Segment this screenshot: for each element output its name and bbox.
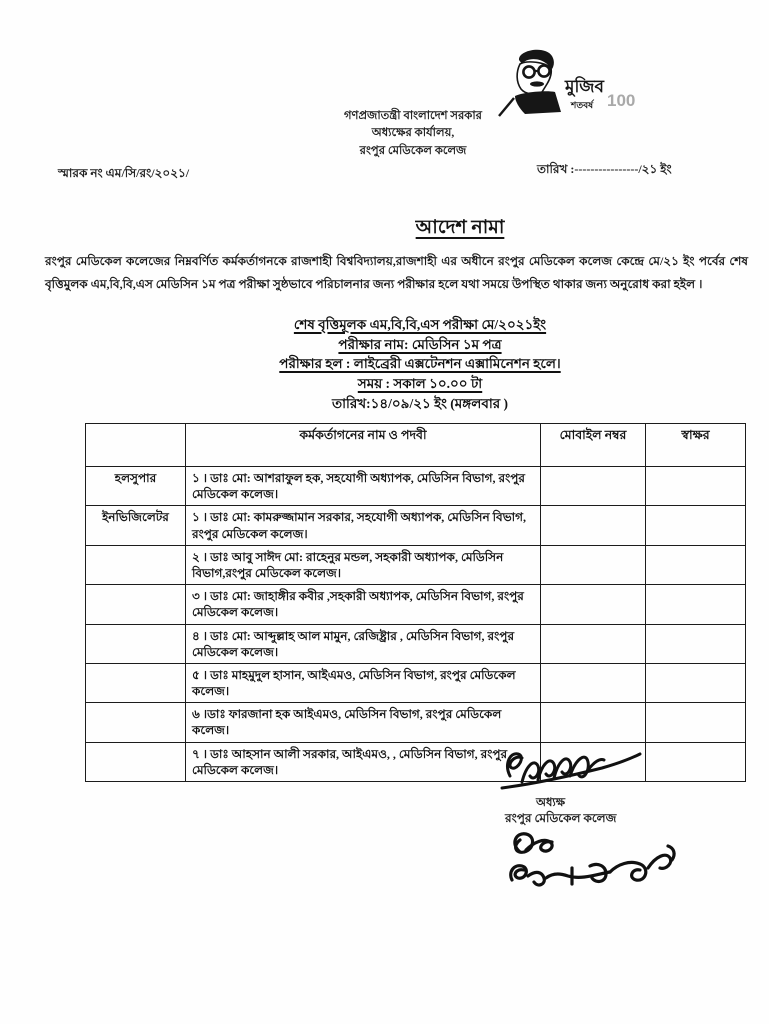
mobile-cell	[541, 703, 646, 742]
role-cell	[86, 624, 186, 663]
table-row	[86, 585, 746, 624]
date-line: তারিখ :----------------/২১ ইং	[537, 162, 672, 176]
table-row	[86, 663, 746, 702]
table-row	[86, 624, 746, 663]
role-cell	[86, 742, 186, 781]
header-role	[86, 424, 186, 467]
secondary-signature-icon	[498, 828, 678, 902]
principal-institution: রংপুর মেডিকেল কলেজ	[505, 811, 617, 825]
mobile-cell	[541, 624, 646, 663]
signature-cell	[646, 742, 746, 781]
table-row	[86, 545, 746, 584]
mobile-cell	[541, 663, 646, 702]
signature-cell	[646, 467, 746, 506]
role-cell: ইনভিজিলেটর	[86, 506, 186, 545]
exam-date-line: তারিখ:১৪/০৯/২১ ইং (মঙ্গলবার )	[331, 395, 509, 411]
role-cell	[86, 545, 186, 584]
signature-cell	[646, 506, 746, 545]
document-title: আদেশ নামা	[415, 217, 505, 238]
signature-cell	[646, 703, 746, 742]
mobile-cell	[541, 467, 646, 506]
name-cell: ১ । ডাঃ মো: আশরাফুল হক, সহযোগী অধ্যাপক, মেডিসিন বিভাগ, রংপুর মেডিকেল কলেজ।	[186, 467, 541, 506]
role-cell	[86, 663, 186, 702]
logo-number-100: 100	[607, 91, 636, 110]
exam-title-line: শেষ বৃত্তিমূলক এম,বি,বি,এস পরীক্ষা মে/২০২১ইং	[293, 317, 547, 332]
mobile-cell	[541, 506, 646, 545]
name-cell: ৩ । ডাঃ মো: জাহাঙ্গীর কবীর ,সহকারী অধ্যাপক, মেডিসিন বিভাগ, রংপুর মেডিকেল কলেজ।	[186, 585, 541, 624]
table-row	[86, 506, 746, 545]
exam-time-line: সময় : সকাল ১০.০০ টা	[357, 375, 483, 391]
name-cell: ৬ ।ডাঃ ফারজানা হক আইএমও, মেডিসিন বিভাগ, রংপুর মেডিকেল কলেজ।	[186, 703, 541, 742]
header-mobile: মোবাইল নম্বর	[541, 424, 646, 467]
name-cell: ১ । ডাঃ মো: কামরুজ্জামান সরকার, সহযোগী অধ্যাপক, মেডিসিন বিভাগ, রংপুর মেডিকেল কলেজ।	[186, 506, 541, 545]
role-cell: হলসুপার	[86, 467, 186, 506]
govt-line-2: অধ্যক্ষের কার্যালয়,	[371, 127, 455, 140]
signature-cell	[646, 545, 746, 584]
government-header	[338, 108, 488, 160]
mobile-cell	[541, 545, 646, 584]
logo-word-shotoborsho: শতবর্ষ	[571, 100, 594, 110]
signature-cell	[646, 624, 746, 663]
header-signature: স্বাক্ষর	[646, 424, 746, 467]
govt-line-3: রংপুর মেডিকেল কলেজ	[359, 144, 467, 157]
table-row	[86, 467, 746, 506]
name-cell: ৪ । ডাঃ মো: আব্দুল্লাহ আল মামুন, রেজিষ্ট্রার , মেডিসিন বিভাগ, রংপুর মেডিকেল কলেজ।	[186, 624, 541, 663]
role-cell	[86, 703, 186, 742]
principal-title: অধ্যক্ষ	[536, 797, 566, 809]
table-row	[86, 703, 746, 742]
name-cell: ৫ । ডাঃ মাহমুদুল হাসান, আইএমও, মেডিসিন বিভাগ, রংপুর মেডিকেল কলেজ।	[186, 663, 541, 702]
memo-number: স্মারক নং এম/সি/রং/২০২১/	[58, 166, 190, 180]
signature-cell	[646, 663, 746, 702]
logo-word-mujib: মুজিব	[565, 77, 604, 96]
exam-hall-line: পরীক্ষার হল : লাইব্রেরী এক্সটেনশন এক্সামিনেশন হলে।	[279, 356, 561, 372]
principal-signature-icon	[492, 742, 652, 798]
name-cell: ৭ । ডাঃ আহসান আলী সরকার, আইএমও, , মেডিসিন বিভাগ, রংপুর মেডিকেল কলেজ।	[186, 742, 541, 781]
header-name-designation: কর্মকর্তাগনের নাম ও পদবী	[186, 424, 541, 467]
officers-table	[85, 423, 746, 782]
mujib-100-logo-icon	[495, 46, 667, 132]
signature-cell	[646, 585, 746, 624]
mobile-cell	[541, 585, 646, 624]
name-cell: ২ । ডাঃ আবু সাঈদ মো: রাহেনুর মন্ডল, সহকারী অধ্যাপক, মেডিসিন বিভাগ,রংপুর মেডিকেল কলেজ।	[186, 545, 541, 584]
exam-details-block	[85, 316, 755, 414]
exam-name-line: পরীক্ষার নাম: মেডিসিন ১ম পত্র	[338, 336, 502, 352]
body-paragraph: রংপুর মেডিকেল কলেজের নিম্নবর্ণিত কর্মকর্তাগনকে রাজশাহী বিশ্ববিদ্যালয়,রাজশাহী এর অধীনে রংপুর মেডিকেল কলেজ কেন্দ্রে মে/২১ ইং পর্বের শেষ বৃত্তিমুলক এম,বি,বি,এস মেডিসিন ১ম পত্র পরীক্ষা সুষ্ঠভাবে পরিচালনার জন্য পরীক্ষার হলে যথা সময়ে উপস্থিত থাকার জন্য অনুরোধ করা হইল ।	[45, 254, 748, 292]
govt-line-1: গণপ্রজাতন্ত্রী বাংলাদেশ সরকার	[343, 110, 483, 122]
table-header-row	[86, 424, 746, 467]
role-cell	[86, 585, 186, 624]
